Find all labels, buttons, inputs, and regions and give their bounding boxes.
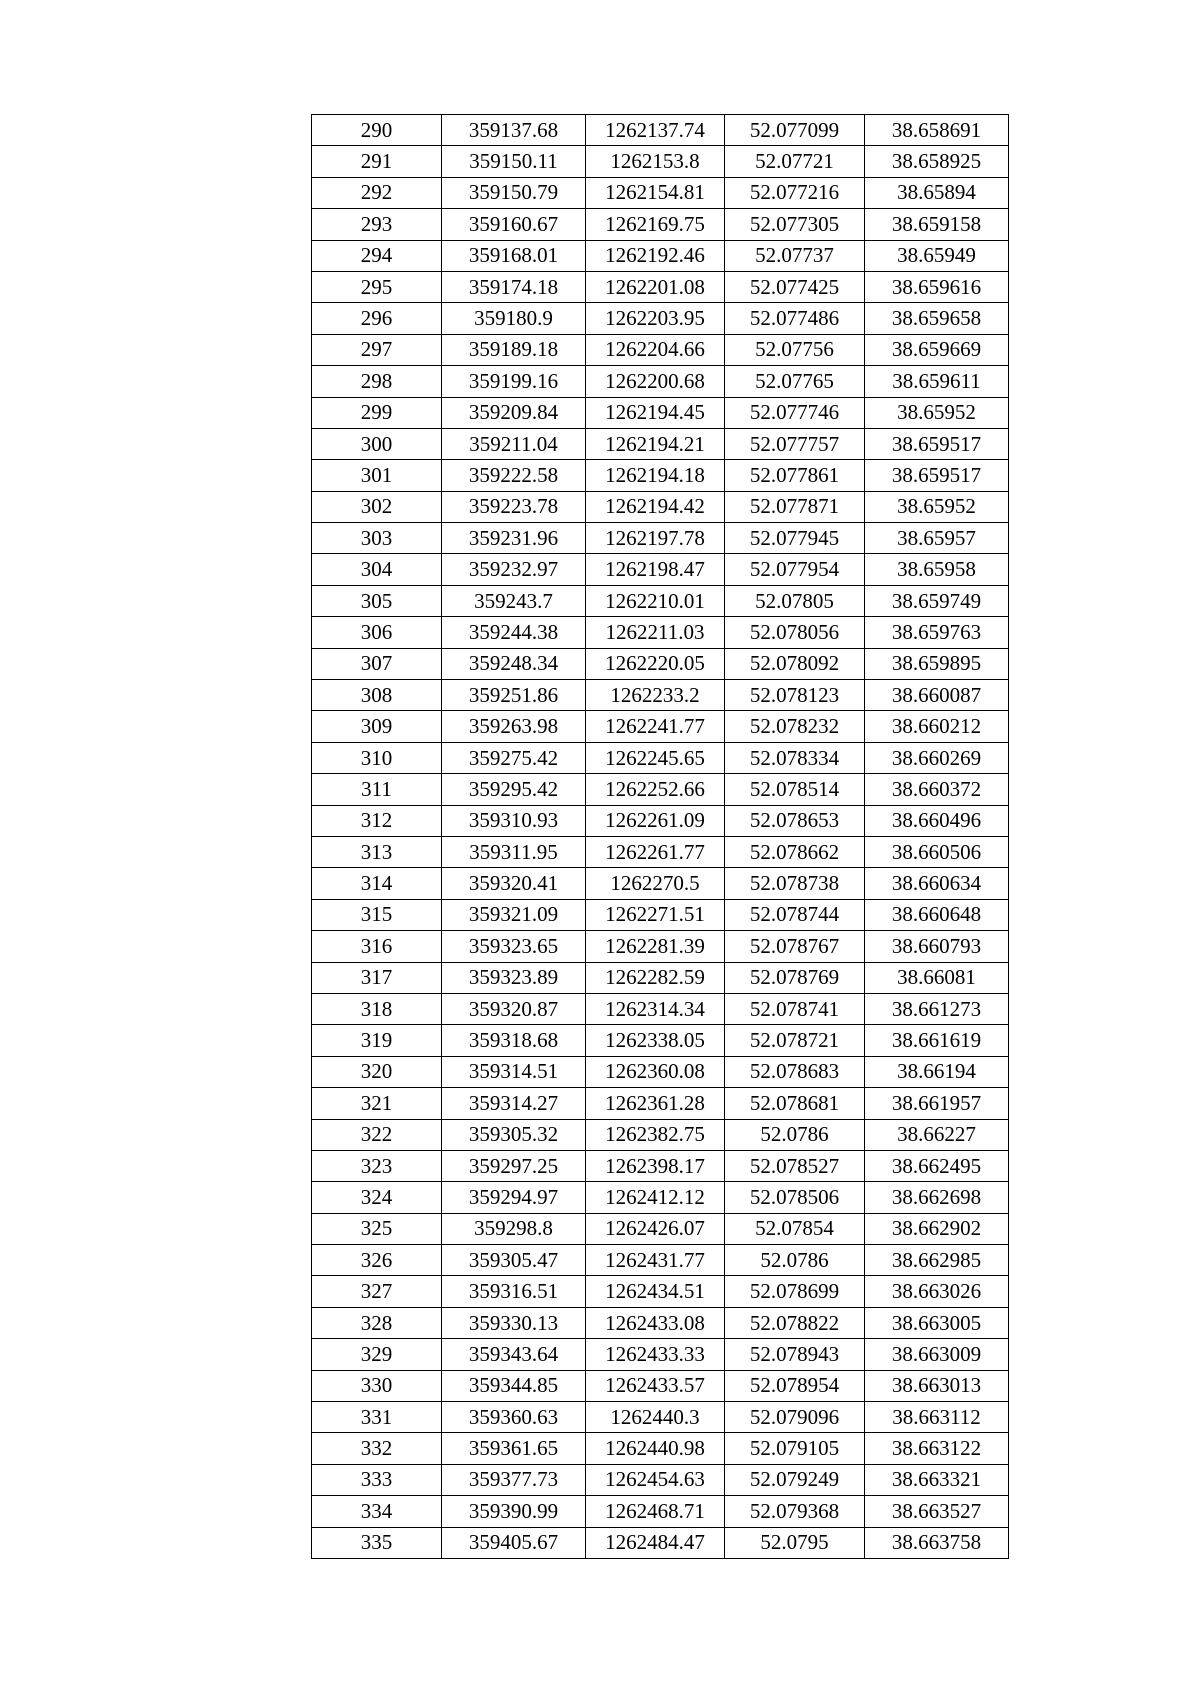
point-number-cell: 306 [312,617,442,648]
latitude-cell: 38.65958 [865,554,1009,585]
point-number-cell: 294 [312,240,442,271]
y-coordinate-cell: 1262204.66 [586,334,725,365]
point-number-cell: 314 [312,868,442,899]
table-row [312,1433,1009,1464]
latitude-cell: 38.660634 [865,868,1009,899]
y-coordinate-cell: 1262314.34 [586,993,725,1024]
longitude-cell: 52.07765 [725,366,865,397]
latitude-cell: 38.660269 [865,742,1009,773]
table-row [312,648,1009,679]
latitude-cell: 38.65952 [865,397,1009,428]
point-number-cell: 300 [312,428,442,459]
latitude-cell: 38.660648 [865,899,1009,930]
x-coordinate-cell: 359360.63 [442,1402,586,1433]
x-coordinate-cell: 359243.7 [442,585,586,616]
latitude-cell: 38.659158 [865,209,1009,240]
table-row [312,1307,1009,1338]
point-number-cell: 316 [312,931,442,962]
longitude-cell: 52.0786 [725,1245,865,1276]
table-row [312,428,1009,459]
point-number-cell: 299 [312,397,442,428]
latitude-cell: 38.663112 [865,1402,1009,1433]
table-row [312,836,1009,867]
x-coordinate-cell: 359305.47 [442,1245,586,1276]
longitude-cell: 52.077757 [725,428,865,459]
point-number-cell: 293 [312,209,442,240]
x-coordinate-cell: 359305.32 [442,1119,586,1150]
table-row [312,491,1009,522]
point-number-cell: 298 [312,366,442,397]
y-coordinate-cell: 1262398.17 [586,1150,725,1181]
x-coordinate-cell: 359320.87 [442,993,586,1024]
point-number-cell: 322 [312,1119,442,1150]
x-coordinate-cell: 359231.96 [442,523,586,554]
longitude-cell: 52.078527 [725,1150,865,1181]
longitude-cell: 52.078767 [725,931,865,962]
latitude-cell: 38.663013 [865,1370,1009,1401]
latitude-cell: 38.663527 [865,1496,1009,1527]
latitude-cell: 38.66081 [865,962,1009,993]
longitude-cell: 52.078769 [725,962,865,993]
point-number-cell: 308 [312,680,442,711]
latitude-cell: 38.661619 [865,1025,1009,1056]
point-number-cell: 335 [312,1527,442,1558]
x-coordinate-cell: 359297.25 [442,1150,586,1181]
y-coordinate-cell: 1262454.63 [586,1464,725,1495]
longitude-cell: 52.077486 [725,303,865,334]
longitude-cell: 52.077945 [725,523,865,554]
latitude-cell: 38.659669 [865,334,1009,365]
x-coordinate-cell: 359199.16 [442,366,586,397]
x-coordinate-cell: 359321.09 [442,899,586,930]
table-row [312,1056,1009,1087]
y-coordinate-cell: 1262252.66 [586,774,725,805]
longitude-cell: 52.077099 [725,115,865,146]
latitude-cell: 38.663122 [865,1433,1009,1464]
longitude-cell: 52.078334 [725,742,865,773]
y-coordinate-cell: 1262233.2 [586,680,725,711]
y-coordinate-cell: 1262270.5 [586,868,725,899]
table-row [312,1402,1009,1433]
x-coordinate-cell: 359298.8 [442,1213,586,1244]
x-coordinate-cell: 359361.65 [442,1433,586,1464]
latitude-cell: 38.66227 [865,1119,1009,1150]
y-coordinate-cell: 1262468.71 [586,1496,725,1527]
point-number-cell: 295 [312,271,442,302]
table-row [312,177,1009,208]
y-coordinate-cell: 1262282.59 [586,962,725,993]
y-coordinate-cell: 1262201.08 [586,271,725,302]
y-coordinate-cell: 1262194.42 [586,491,725,522]
table-row [312,209,1009,240]
table-row [312,397,1009,428]
point-number-cell: 317 [312,962,442,993]
table-row [312,1464,1009,1495]
y-coordinate-cell: 1262220.05 [586,648,725,679]
table-row [312,460,1009,491]
point-number-cell: 310 [312,742,442,773]
longitude-cell: 52.079105 [725,1433,865,1464]
longitude-cell: 52.078744 [725,899,865,930]
x-coordinate-cell: 359150.11 [442,146,586,177]
latitude-cell: 38.663758 [865,1527,1009,1558]
longitude-cell: 52.079249 [725,1464,865,1495]
point-number-cell: 304 [312,554,442,585]
x-coordinate-cell: 359209.84 [442,397,586,428]
point-number-cell: 302 [312,491,442,522]
point-number-cell: 330 [312,1370,442,1401]
longitude-cell: 52.077861 [725,460,865,491]
point-number-cell: 326 [312,1245,442,1276]
table-row [312,1370,1009,1401]
latitude-cell: 38.659749 [865,585,1009,616]
point-number-cell: 312 [312,805,442,836]
table-row [312,742,1009,773]
point-number-cell: 334 [312,1496,442,1527]
table-row [312,523,1009,554]
y-coordinate-cell: 1262433.33 [586,1339,725,1370]
x-coordinate-cell: 359311.95 [442,836,586,867]
point-number-cell: 333 [312,1464,442,1495]
point-number-cell: 331 [312,1402,442,1433]
point-number-cell: 290 [312,115,442,146]
table-row [312,899,1009,930]
point-number-cell: 323 [312,1150,442,1181]
y-coordinate-cell: 1262197.78 [586,523,725,554]
longitude-cell: 52.07854 [725,1213,865,1244]
x-coordinate-cell: 359323.89 [442,962,586,993]
latitude-cell: 38.659895 [865,648,1009,679]
longitude-cell: 52.078092 [725,648,865,679]
longitude-cell: 52.078232 [725,711,865,742]
latitude-cell: 38.660506 [865,836,1009,867]
longitude-cell: 52.078822 [725,1307,865,1338]
longitude-cell: 52.078123 [725,680,865,711]
x-coordinate-cell: 359160.67 [442,209,586,240]
y-coordinate-cell: 1262271.51 [586,899,725,930]
y-coordinate-cell: 1262241.77 [586,711,725,742]
x-coordinate-cell: 359320.41 [442,868,586,899]
latitude-cell: 38.659616 [865,271,1009,302]
coordinates-table [311,114,1009,1559]
latitude-cell: 38.661957 [865,1088,1009,1119]
table-row [312,1245,1009,1276]
point-number-cell: 318 [312,993,442,1024]
longitude-cell: 52.077305 [725,209,865,240]
y-coordinate-cell: 1262433.08 [586,1307,725,1338]
longitude-cell: 52.078056 [725,617,865,648]
table-row [312,366,1009,397]
latitude-cell: 38.65894 [865,177,1009,208]
x-coordinate-cell: 359295.42 [442,774,586,805]
latitude-cell: 38.662902 [865,1213,1009,1244]
x-coordinate-cell: 359323.65 [442,931,586,962]
point-number-cell: 324 [312,1182,442,1213]
table-row [312,868,1009,899]
point-number-cell: 309 [312,711,442,742]
point-number-cell: 321 [312,1088,442,1119]
table-row [312,1213,1009,1244]
y-coordinate-cell: 1262431.77 [586,1245,725,1276]
point-number-cell: 327 [312,1276,442,1307]
table-row [312,931,1009,962]
latitude-cell: 38.659611 [865,366,1009,397]
longitude-cell: 52.0786 [725,1119,865,1150]
longitude-cell: 52.078738 [725,868,865,899]
point-number-cell: 313 [312,836,442,867]
table-row [312,115,1009,146]
table-row [312,1150,1009,1181]
point-number-cell: 301 [312,460,442,491]
longitude-cell: 52.07721 [725,146,865,177]
latitude-cell: 38.659517 [865,428,1009,459]
table-row [312,1025,1009,1056]
x-coordinate-cell: 359223.78 [442,491,586,522]
y-coordinate-cell: 1262203.95 [586,303,725,334]
y-coordinate-cell: 1262434.51 [586,1276,725,1307]
table-row [312,146,1009,177]
y-coordinate-cell: 1262484.47 [586,1527,725,1558]
y-coordinate-cell: 1262426.07 [586,1213,725,1244]
latitude-cell: 38.658691 [865,115,1009,146]
longitude-cell: 52.078681 [725,1088,865,1119]
latitude-cell: 38.660496 [865,805,1009,836]
point-number-cell: 332 [312,1433,442,1464]
table-row [312,334,1009,365]
point-number-cell: 296 [312,303,442,334]
table-row [312,1276,1009,1307]
longitude-cell: 52.078943 [725,1339,865,1370]
x-coordinate-cell: 359211.04 [442,428,586,459]
x-coordinate-cell: 359263.98 [442,711,586,742]
x-coordinate-cell: 359344.85 [442,1370,586,1401]
x-coordinate-cell: 359232.97 [442,554,586,585]
longitude-cell: 52.079096 [725,1402,865,1433]
y-coordinate-cell: 1262169.75 [586,209,725,240]
y-coordinate-cell: 1262360.08 [586,1056,725,1087]
y-coordinate-cell: 1262433.57 [586,1370,725,1401]
x-coordinate-cell: 359310.93 [442,805,586,836]
point-number-cell: 305 [312,585,442,616]
x-coordinate-cell: 359390.99 [442,1496,586,1527]
latitude-cell: 38.65957 [865,523,1009,554]
latitude-cell: 38.660793 [865,931,1009,962]
table-row [312,774,1009,805]
point-number-cell: 319 [312,1025,442,1056]
latitude-cell: 38.663026 [865,1276,1009,1307]
y-coordinate-cell: 1262361.28 [586,1088,725,1119]
longitude-cell: 52.079368 [725,1496,865,1527]
latitude-cell: 38.659517 [865,460,1009,491]
x-coordinate-cell: 359180.9 [442,303,586,334]
y-coordinate-cell: 1262412.12 [586,1182,725,1213]
y-coordinate-cell: 1262338.05 [586,1025,725,1056]
longitude-cell: 52.07805 [725,585,865,616]
latitude-cell: 38.660087 [865,680,1009,711]
latitude-cell: 38.662495 [865,1150,1009,1181]
longitude-cell: 52.077954 [725,554,865,585]
longitude-cell: 52.077746 [725,397,865,428]
x-coordinate-cell: 359222.58 [442,460,586,491]
y-coordinate-cell: 1262137.74 [586,115,725,146]
latitude-cell: 38.659658 [865,303,1009,334]
longitude-cell: 52.077425 [725,271,865,302]
point-number-cell: 303 [312,523,442,554]
longitude-cell: 52.077216 [725,177,865,208]
table-row [312,1339,1009,1370]
longitude-cell: 52.078741 [725,993,865,1024]
y-coordinate-cell: 1262192.46 [586,240,725,271]
y-coordinate-cell: 1262261.77 [586,836,725,867]
table-row [312,993,1009,1024]
latitude-cell: 38.659763 [865,617,1009,648]
y-coordinate-cell: 1262211.03 [586,617,725,648]
x-coordinate-cell: 359377.73 [442,1464,586,1495]
latitude-cell: 38.65952 [865,491,1009,522]
longitude-cell: 52.078699 [725,1276,865,1307]
longitude-cell: 52.078653 [725,805,865,836]
longitude-cell: 52.078506 [725,1182,865,1213]
latitude-cell: 38.661273 [865,993,1009,1024]
point-number-cell: 291 [312,146,442,177]
table-body [312,115,1009,1559]
latitude-cell: 38.662698 [865,1182,1009,1213]
table-row [312,303,1009,334]
latitude-cell: 38.658925 [865,146,1009,177]
longitude-cell: 52.07756 [725,334,865,365]
table-row [312,1088,1009,1119]
y-coordinate-cell: 1262194.18 [586,460,725,491]
point-number-cell: 307 [312,648,442,679]
point-number-cell: 329 [312,1339,442,1370]
latitude-cell: 38.662985 [865,1245,1009,1276]
y-coordinate-cell: 1262153.8 [586,146,725,177]
table-row [312,680,1009,711]
y-coordinate-cell: 1262200.68 [586,366,725,397]
table-row [312,1119,1009,1150]
table-row [312,805,1009,836]
latitude-cell: 38.663321 [865,1464,1009,1495]
x-coordinate-cell: 359174.18 [442,271,586,302]
point-number-cell: 311 [312,774,442,805]
x-coordinate-cell: 359137.68 [442,115,586,146]
latitude-cell: 38.663005 [865,1307,1009,1338]
point-number-cell: 320 [312,1056,442,1087]
x-coordinate-cell: 359318.68 [442,1025,586,1056]
y-coordinate-cell: 1262194.21 [586,428,725,459]
y-coordinate-cell: 1262281.39 [586,931,725,962]
y-coordinate-cell: 1262440.98 [586,1433,725,1464]
longitude-cell: 52.078514 [725,774,865,805]
table-row [312,962,1009,993]
y-coordinate-cell: 1262154.81 [586,177,725,208]
latitude-cell: 38.65949 [865,240,1009,271]
longitude-cell: 52.077871 [725,491,865,522]
latitude-cell: 38.663009 [865,1339,1009,1370]
y-coordinate-cell: 1262198.47 [586,554,725,585]
table-row [312,1496,1009,1527]
x-coordinate-cell: 359150.79 [442,177,586,208]
table-row [312,711,1009,742]
x-coordinate-cell: 359189.18 [442,334,586,365]
x-coordinate-cell: 359168.01 [442,240,586,271]
longitude-cell: 52.078954 [725,1370,865,1401]
x-coordinate-cell: 359405.67 [442,1527,586,1558]
point-number-cell: 297 [312,334,442,365]
table-row [312,585,1009,616]
table-row [312,1527,1009,1558]
longitude-cell: 52.078721 [725,1025,865,1056]
x-coordinate-cell: 359294.97 [442,1182,586,1213]
x-coordinate-cell: 359275.42 [442,742,586,773]
table-row [312,1182,1009,1213]
x-coordinate-cell: 359314.51 [442,1056,586,1087]
y-coordinate-cell: 1262261.09 [586,805,725,836]
x-coordinate-cell: 359343.64 [442,1339,586,1370]
longitude-cell: 52.078683 [725,1056,865,1087]
longitude-cell: 52.0795 [725,1527,865,1558]
x-coordinate-cell: 359316.51 [442,1276,586,1307]
x-coordinate-cell: 359330.13 [442,1307,586,1338]
point-number-cell: 328 [312,1307,442,1338]
x-coordinate-cell: 359244.38 [442,617,586,648]
latitude-cell: 38.660212 [865,711,1009,742]
table-row [312,617,1009,648]
y-coordinate-cell: 1262245.65 [586,742,725,773]
longitude-cell: 52.078662 [725,836,865,867]
point-number-cell: 315 [312,899,442,930]
point-number-cell: 325 [312,1213,442,1244]
table-row [312,240,1009,271]
latitude-cell: 38.660372 [865,774,1009,805]
table-row [312,271,1009,302]
point-number-cell: 292 [312,177,442,208]
y-coordinate-cell: 1262382.75 [586,1119,725,1150]
latitude-cell: 38.66194 [865,1056,1009,1087]
table-row [312,554,1009,585]
y-coordinate-cell: 1262194.45 [586,397,725,428]
longitude-cell: 52.07737 [725,240,865,271]
x-coordinate-cell: 359314.27 [442,1088,586,1119]
x-coordinate-cell: 359251.86 [442,680,586,711]
y-coordinate-cell: 1262440.3 [586,1402,725,1433]
y-coordinate-cell: 1262210.01 [586,585,725,616]
x-coordinate-cell: 359248.34 [442,648,586,679]
